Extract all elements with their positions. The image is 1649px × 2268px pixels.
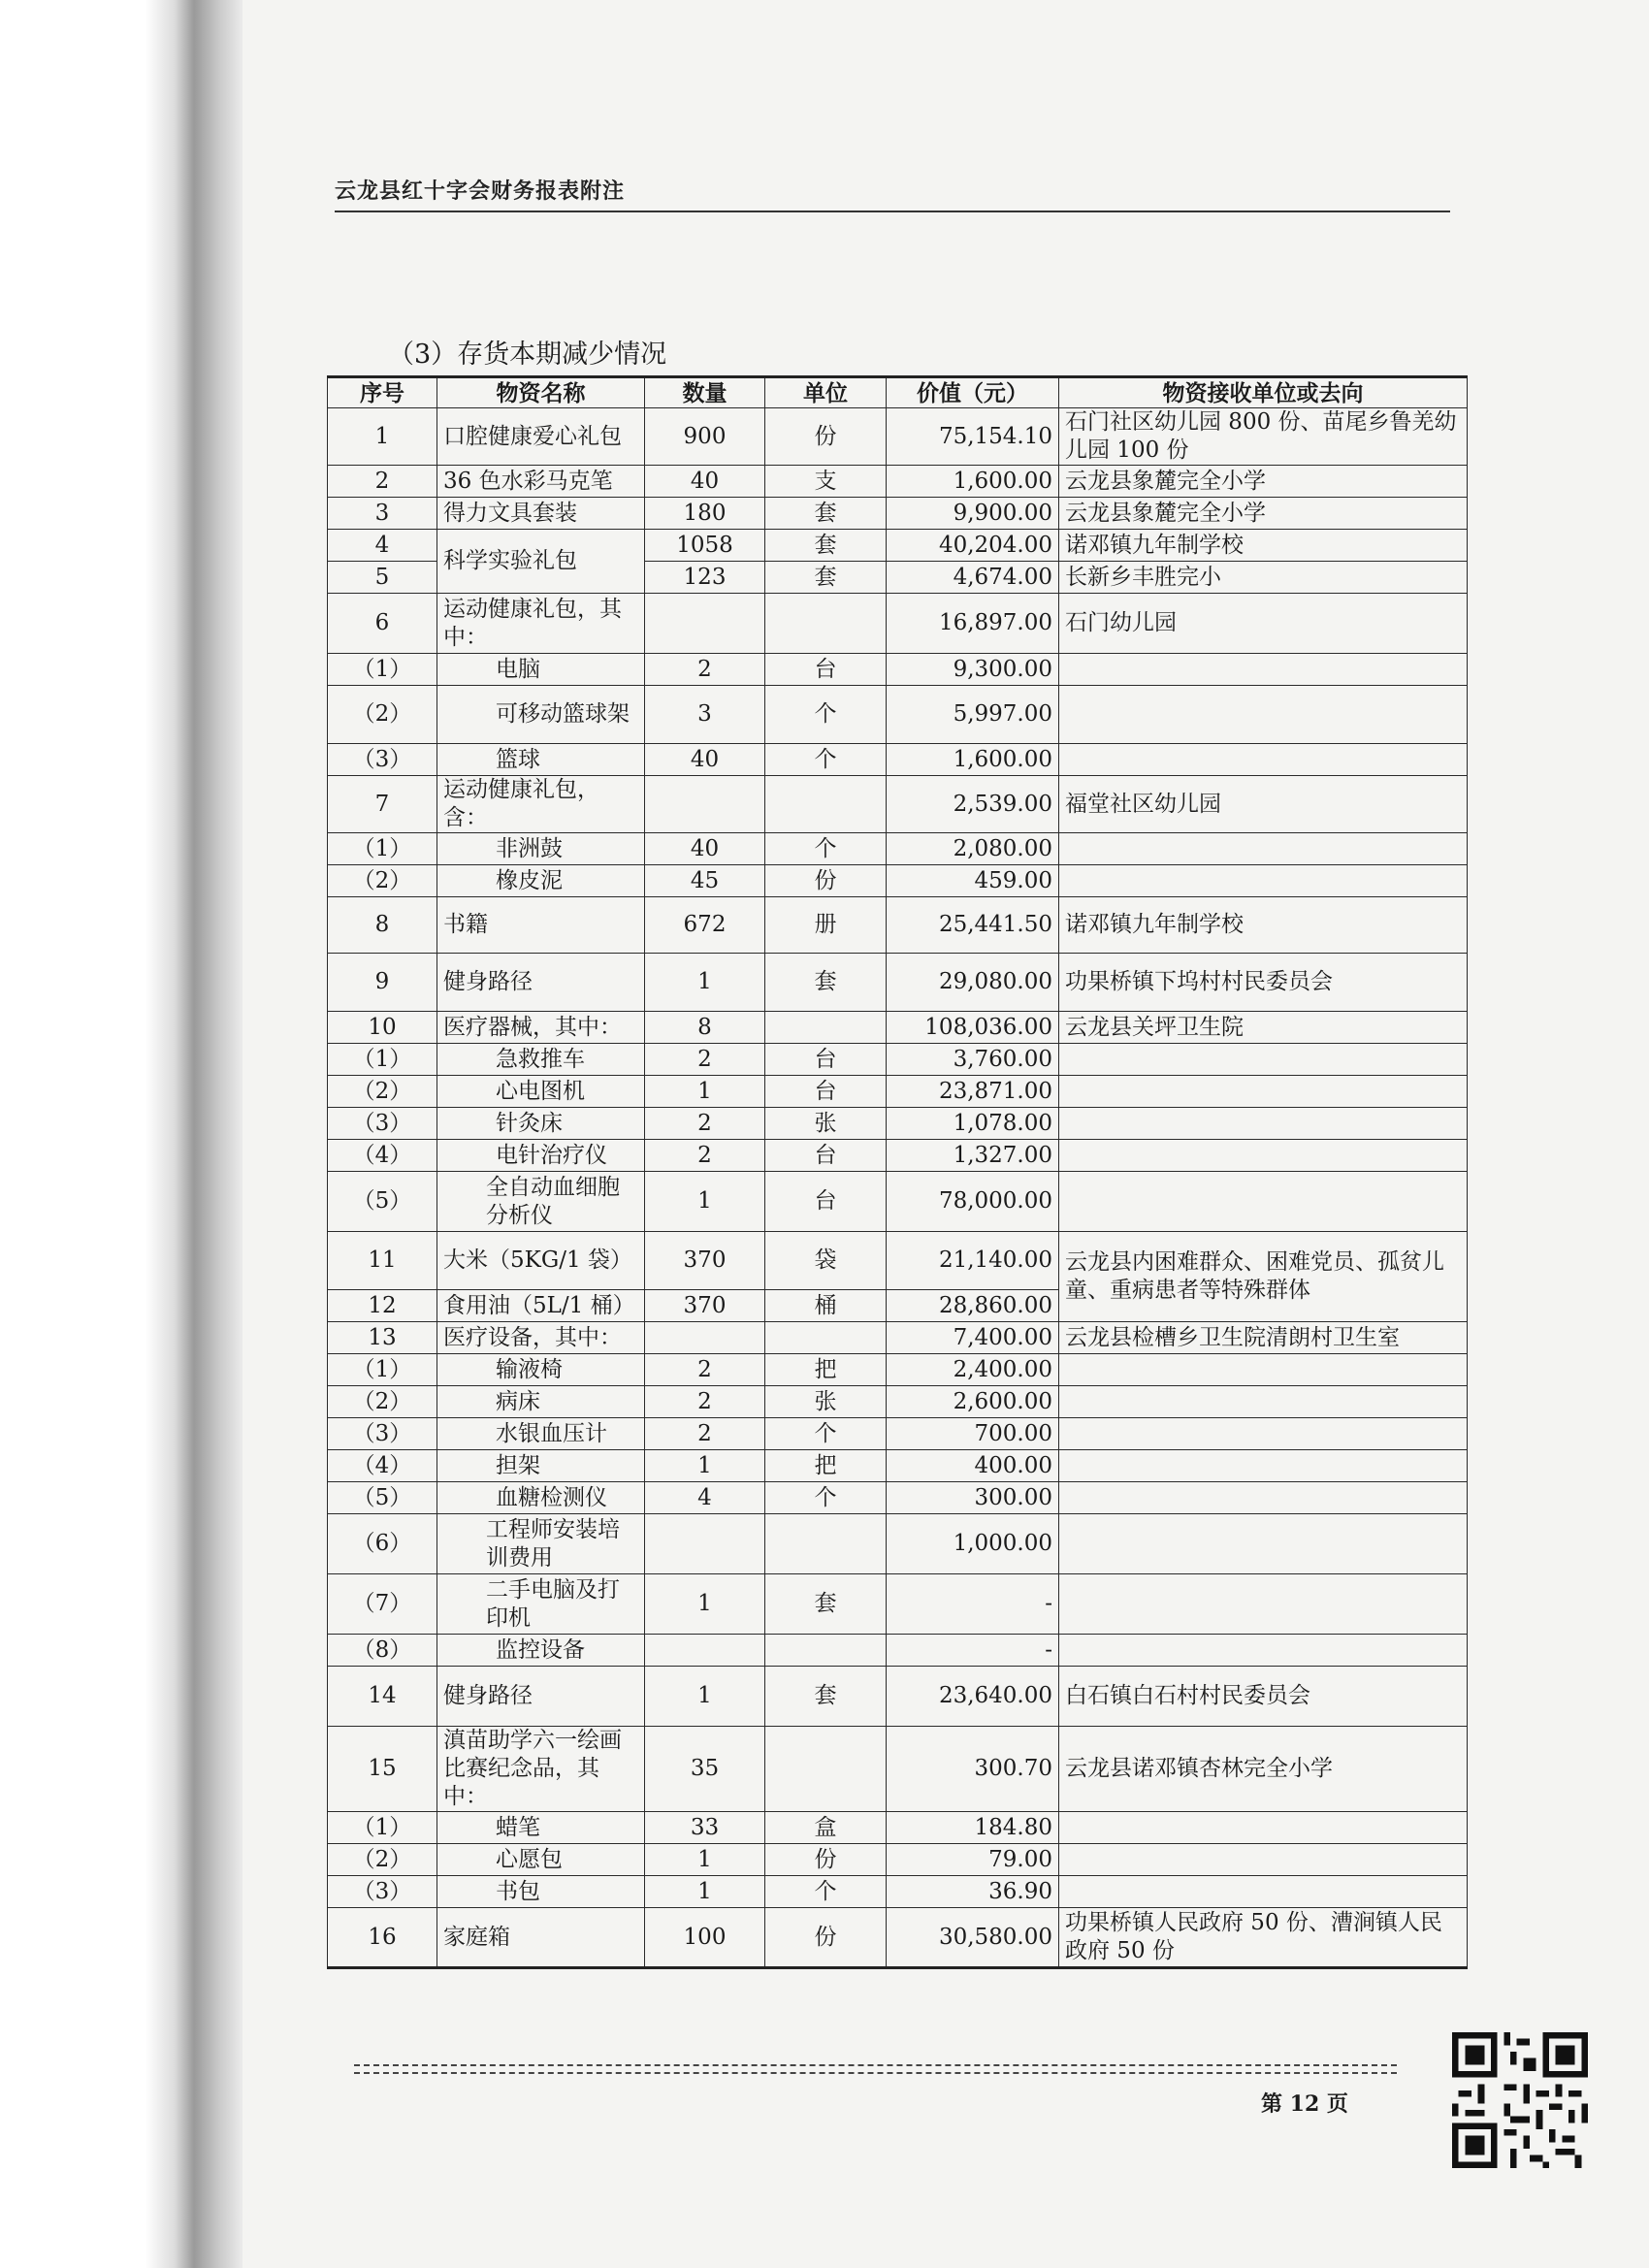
cell-name: 电脑 bbox=[437, 654, 645, 686]
cell-seq: 2 bbox=[328, 466, 437, 498]
cell-seq: 14 bbox=[328, 1667, 437, 1727]
cell-value: 9,300.00 bbox=[887, 654, 1059, 686]
cell-recipient: 石门幼儿园 bbox=[1059, 594, 1468, 654]
report-header-title: 云龙县红十字会财务报表附注 bbox=[335, 178, 626, 204]
table-row bbox=[328, 1482, 1468, 1514]
cell-name: 滇苗助学六一绘画比赛纪念品，其中： bbox=[437, 1727, 645, 1812]
cell-recipient: 诺邓镇九年制学校 bbox=[1059, 897, 1468, 954]
table-row bbox=[328, 498, 1468, 530]
page-number: 第 12 页 bbox=[1261, 2091, 1348, 2117]
cell-name: 全自动血细胞分析仪 bbox=[437, 1172, 645, 1232]
cell-value: 7,400.00 bbox=[887, 1322, 1059, 1354]
cell-qty: 40 bbox=[645, 744, 765, 776]
cell-seq: 15 bbox=[328, 1727, 437, 1812]
cell-recipient bbox=[1059, 833, 1468, 865]
cell-recipient bbox=[1059, 1876, 1468, 1908]
cell-name: 运动健康礼包，含： bbox=[437, 776, 645, 833]
footer-divider bbox=[354, 2064, 1397, 2066]
cell-seq: （2） bbox=[328, 1844, 437, 1876]
cell-qty: 370 bbox=[645, 1290, 765, 1322]
cell-seq: （4） bbox=[328, 1140, 437, 1172]
cell-recipient: 功果桥镇人民政府 50 份、漕涧镇人民政府 50 份 bbox=[1059, 1908, 1468, 1968]
footer-divider bbox=[354, 2072, 1397, 2074]
cell-name: 输液椅 bbox=[437, 1354, 645, 1386]
cell-name: 电针治疗仪 bbox=[437, 1140, 645, 1172]
cell-name: 蜡笔 bbox=[437, 1812, 645, 1844]
cell-recipient bbox=[1059, 865, 1468, 897]
cell-unit: 个 bbox=[765, 686, 887, 744]
cell-name: 病床 bbox=[437, 1386, 645, 1418]
table-row bbox=[328, 954, 1468, 1012]
cell-qty bbox=[645, 776, 765, 833]
table-row bbox=[328, 408, 1468, 466]
cell-recipient bbox=[1059, 744, 1468, 776]
cell-qty: 1 bbox=[645, 1876, 765, 1908]
cell-name: 橡皮泥 bbox=[437, 865, 645, 897]
cell-name: 针灸床 bbox=[437, 1108, 645, 1140]
cell-qty: 2 bbox=[645, 1354, 765, 1386]
cell-recipient bbox=[1059, 1450, 1468, 1482]
cell-name: 科学实验礼包 bbox=[437, 530, 645, 594]
cell-unit: 把 bbox=[765, 1354, 887, 1386]
cell-name: 血糖检测仪 bbox=[437, 1482, 645, 1514]
cell-unit: 个 bbox=[765, 1876, 887, 1908]
cell-name: 口腔健康爱心礼包 bbox=[437, 408, 645, 466]
cell-seq: （5） bbox=[328, 1172, 437, 1232]
cell-recipient bbox=[1059, 1418, 1468, 1450]
cell-value: 21,140.00 bbox=[887, 1232, 1059, 1290]
cell-unit bbox=[765, 594, 887, 654]
cell-qty: 3 bbox=[645, 686, 765, 744]
header-unit: 单位 bbox=[765, 377, 887, 408]
cell-qty: 8 bbox=[645, 1012, 765, 1044]
cell-qty: 1 bbox=[645, 1172, 765, 1232]
cell-value: 5,997.00 bbox=[887, 686, 1059, 744]
cell-recipient bbox=[1059, 1844, 1468, 1876]
cell-unit: 套 bbox=[765, 1667, 887, 1727]
cell-name: 健身路径 bbox=[437, 1667, 645, 1727]
cell-seq: （1） bbox=[328, 1354, 437, 1386]
cell-value: 16,897.00 bbox=[887, 594, 1059, 654]
cell-recipient: 白石镇白石村村民委员会 bbox=[1059, 1667, 1468, 1727]
cell-name: 36 色水彩马克笔 bbox=[437, 466, 645, 498]
cell-unit: 套 bbox=[765, 954, 887, 1012]
cell-unit: 台 bbox=[765, 1172, 887, 1232]
cell-unit: 份 bbox=[765, 1844, 887, 1876]
cell-seq: （8） bbox=[328, 1635, 437, 1667]
table-row bbox=[328, 1812, 1468, 1844]
cell-seq: 12 bbox=[328, 1290, 437, 1322]
cell-name: 健身路径 bbox=[437, 954, 645, 1012]
cell-recipient: 云龙县关坪卫生院 bbox=[1059, 1012, 1468, 1044]
cell-unit: 份 bbox=[765, 408, 887, 466]
cell-value: 2,600.00 bbox=[887, 1386, 1059, 1418]
table-row bbox=[328, 1450, 1468, 1482]
cell-recipient bbox=[1059, 1172, 1468, 1232]
cell-value: 29,080.00 bbox=[887, 954, 1059, 1012]
cell-recipient: 石门社区幼儿园 800 份、苗尾乡鲁羌幼儿园 100 份 bbox=[1059, 408, 1468, 466]
cell-qty: 2 bbox=[645, 1418, 765, 1450]
cell-unit: 台 bbox=[765, 1044, 887, 1076]
qr-code-icon bbox=[1452, 2032, 1588, 2168]
cell-unit bbox=[765, 1322, 887, 1354]
cell-unit: 套 bbox=[765, 498, 887, 530]
cell-qty bbox=[645, 1514, 765, 1574]
cell-unit: 套 bbox=[765, 562, 887, 594]
table-row bbox=[328, 1108, 1468, 1140]
cell-recipient bbox=[1059, 1076, 1468, 1108]
table-row bbox=[328, 530, 1468, 562]
cell-qty: 35 bbox=[645, 1727, 765, 1812]
cell-qty: 2 bbox=[645, 1386, 765, 1418]
cell-recipient bbox=[1059, 1386, 1468, 1418]
cell-recipient bbox=[1059, 1044, 1468, 1076]
cell-seq: 1 bbox=[328, 408, 437, 466]
cell-qty: 2 bbox=[645, 1108, 765, 1140]
cell-qty bbox=[645, 1635, 765, 1667]
cell-recipient bbox=[1059, 1108, 1468, 1140]
cell-value: - bbox=[887, 1635, 1059, 1667]
cell-value: 36.90 bbox=[887, 1876, 1059, 1908]
cell-name: 书籍 bbox=[437, 897, 645, 954]
cell-unit: 把 bbox=[765, 1450, 887, 1482]
cell-name: 二手电脑及打印机 bbox=[437, 1574, 645, 1635]
cell-unit: 袋 bbox=[765, 1232, 887, 1290]
cell-seq: 3 bbox=[328, 498, 437, 530]
cell-value: 108,036.00 bbox=[887, 1012, 1059, 1044]
cell-unit: 个 bbox=[765, 1418, 887, 1450]
table-row bbox=[328, 1322, 1468, 1354]
table-row bbox=[328, 1386, 1468, 1418]
cell-value: 459.00 bbox=[887, 865, 1059, 897]
cell-name: 工程师安装培训费用 bbox=[437, 1514, 645, 1574]
cell-qty: 1 bbox=[645, 1844, 765, 1876]
cell-value: 40,204.00 bbox=[887, 530, 1059, 562]
scan-binding-shadow bbox=[0, 0, 242, 2268]
cell-name: 监控设备 bbox=[437, 1635, 645, 1667]
table-row bbox=[328, 1727, 1468, 1812]
cell-name: 运动健康礼包，其中： bbox=[437, 594, 645, 654]
cell-qty: 672 bbox=[645, 897, 765, 954]
cell-value: 78,000.00 bbox=[887, 1172, 1059, 1232]
cell-seq: （4） bbox=[328, 1450, 437, 1482]
table-row bbox=[328, 1574, 1468, 1635]
cell-seq: 10 bbox=[328, 1012, 437, 1044]
cell-seq: （1） bbox=[328, 1044, 437, 1076]
cell-seq: （1） bbox=[328, 654, 437, 686]
table-row bbox=[328, 1635, 1468, 1667]
cell-qty: 1058 bbox=[645, 530, 765, 562]
cell-seq: （2） bbox=[328, 1386, 437, 1418]
cell-value: 300.00 bbox=[887, 1482, 1059, 1514]
cell-qty: 2 bbox=[645, 654, 765, 686]
cell-seq: （1） bbox=[328, 1812, 437, 1844]
table-header-row bbox=[328, 377, 1468, 408]
cell-name: 大米（5KG/1 袋） bbox=[437, 1232, 645, 1290]
cell-value: 28,860.00 bbox=[887, 1290, 1059, 1322]
cell-name: 心愿包 bbox=[437, 1844, 645, 1876]
cell-unit bbox=[765, 1012, 887, 1044]
cell-unit bbox=[765, 1727, 887, 1812]
table-row bbox=[328, 897, 1468, 954]
table-row bbox=[328, 776, 1468, 833]
cell-recipient: 长新乡丰胜完小 bbox=[1059, 562, 1468, 594]
cell-seq: 5 bbox=[328, 562, 437, 594]
cell-recipient bbox=[1059, 1514, 1468, 1574]
table-row bbox=[328, 1044, 1468, 1076]
cell-seq: （2） bbox=[328, 686, 437, 744]
table-row bbox=[328, 1667, 1468, 1727]
cell-qty bbox=[645, 594, 765, 654]
cell-value: 1,600.00 bbox=[887, 466, 1059, 498]
cell-seq: 13 bbox=[328, 1322, 437, 1354]
table-row bbox=[328, 654, 1468, 686]
table-row bbox=[328, 1172, 1468, 1232]
cell-qty: 370 bbox=[645, 1232, 765, 1290]
cell-unit: 个 bbox=[765, 833, 887, 865]
inventory-decrease-table bbox=[327, 375, 1468, 1969]
cell-seq: 4 bbox=[328, 530, 437, 562]
cell-qty: 1 bbox=[645, 1450, 765, 1482]
table-row bbox=[328, 833, 1468, 865]
cell-recipient bbox=[1059, 1140, 1468, 1172]
cell-unit: 册 bbox=[765, 897, 887, 954]
cell-name: 书包 bbox=[437, 1876, 645, 1908]
cell-name: 急救推车 bbox=[437, 1044, 645, 1076]
cell-recipient: 诺邓镇九年制学校 bbox=[1059, 530, 1468, 562]
cell-seq: 8 bbox=[328, 897, 437, 954]
cell-value: 25,441.50 bbox=[887, 897, 1059, 954]
cell-seq: （2） bbox=[328, 865, 437, 897]
cell-value: 700.00 bbox=[887, 1418, 1059, 1450]
cell-name: 水银血压计 bbox=[437, 1418, 645, 1450]
table-row bbox=[328, 1354, 1468, 1386]
table-row bbox=[328, 1418, 1468, 1450]
cell-seq: （3） bbox=[328, 1418, 437, 1450]
cell-name: 可移动篮球架 bbox=[437, 686, 645, 744]
cell-qty bbox=[645, 1322, 765, 1354]
cell-qty: 1 bbox=[645, 1574, 765, 1635]
cell-value: 23,871.00 bbox=[887, 1076, 1059, 1108]
table-row bbox=[328, 1514, 1468, 1574]
cell-value: 184.80 bbox=[887, 1812, 1059, 1844]
cell-recipient bbox=[1059, 1812, 1468, 1844]
cell-name: 担架 bbox=[437, 1450, 645, 1482]
cell-recipient: 云龙县检槽乡卫生院清朗村卫生室 bbox=[1059, 1322, 1468, 1354]
cell-seq: 7 bbox=[328, 776, 437, 833]
cell-value: 1,078.00 bbox=[887, 1108, 1059, 1140]
cell-seq: 11 bbox=[328, 1232, 437, 1290]
table-row bbox=[328, 1876, 1468, 1908]
cell-value: 2,080.00 bbox=[887, 833, 1059, 865]
cell-recipient: 云龙县象麓完全小学 bbox=[1059, 466, 1468, 498]
cell-unit: 份 bbox=[765, 865, 887, 897]
table-row bbox=[328, 865, 1468, 897]
cell-unit: 套 bbox=[765, 530, 887, 562]
table-row bbox=[328, 1844, 1468, 1876]
cell-qty: 123 bbox=[645, 562, 765, 594]
cell-qty: 1 bbox=[645, 1076, 765, 1108]
table-row bbox=[328, 1012, 1468, 1044]
cell-value: 1,000.00 bbox=[887, 1514, 1059, 1574]
cell-name: 篮球 bbox=[437, 744, 645, 776]
cell-qty: 40 bbox=[645, 833, 765, 865]
table-row bbox=[328, 744, 1468, 776]
cell-value: 300.70 bbox=[887, 1727, 1059, 1812]
cell-unit: 张 bbox=[765, 1108, 887, 1140]
cell-seq: （3） bbox=[328, 1876, 437, 1908]
cell-value: 2,539.00 bbox=[887, 776, 1059, 833]
cell-qty: 900 bbox=[645, 408, 765, 466]
cell-unit: 个 bbox=[765, 744, 887, 776]
table-row bbox=[328, 594, 1468, 654]
cell-recipient bbox=[1059, 654, 1468, 686]
cell-qty: 180 bbox=[645, 498, 765, 530]
cell-unit bbox=[765, 1635, 887, 1667]
cell-qty: 2 bbox=[645, 1140, 765, 1172]
cell-unit: 个 bbox=[765, 1482, 887, 1514]
cell-seq: （6） bbox=[328, 1514, 437, 1574]
cell-value: 1,327.00 bbox=[887, 1140, 1059, 1172]
cell-seq: 6 bbox=[328, 594, 437, 654]
header-divider bbox=[335, 211, 1450, 212]
cell-value: 2,400.00 bbox=[887, 1354, 1059, 1386]
cell-seq: （7） bbox=[328, 1574, 437, 1635]
table-row bbox=[328, 686, 1468, 744]
table-row bbox=[328, 1908, 1468, 1968]
cell-value: 30,580.00 bbox=[887, 1908, 1059, 1968]
cell-value: - bbox=[887, 1574, 1059, 1635]
cell-value: 1,600.00 bbox=[887, 744, 1059, 776]
cell-name: 家庭箱 bbox=[437, 1908, 645, 1968]
cell-qty: 1 bbox=[645, 1667, 765, 1727]
cell-seq: （5） bbox=[328, 1482, 437, 1514]
cell-value: 79.00 bbox=[887, 1844, 1059, 1876]
cell-recipient: 云龙县诺邓镇杏林完全小学 bbox=[1059, 1727, 1468, 1812]
cell-name: 食用油（5L/1 桶） bbox=[437, 1290, 645, 1322]
header-seq: 序号 bbox=[328, 377, 437, 408]
cell-seq: （3） bbox=[328, 1108, 437, 1140]
cell-unit bbox=[765, 776, 887, 833]
cell-recipient: 云龙县象麓完全小学 bbox=[1059, 498, 1468, 530]
cell-value: 23,640.00 bbox=[887, 1667, 1059, 1727]
cell-unit: 盒 bbox=[765, 1812, 887, 1844]
cell-name: 得力文具套装 bbox=[437, 498, 645, 530]
cell-unit: 台 bbox=[765, 1140, 887, 1172]
cell-recipient bbox=[1059, 1482, 1468, 1514]
header-recipient: 物资接收单位或去向 bbox=[1059, 377, 1468, 408]
cell-qty: 1 bbox=[645, 954, 765, 1012]
cell-unit bbox=[765, 1514, 887, 1574]
cell-recipient bbox=[1059, 1354, 1468, 1386]
cell-unit: 支 bbox=[765, 466, 887, 498]
cell-qty: 100 bbox=[645, 1908, 765, 1968]
section-title: （3）存货本期减少情况 bbox=[388, 340, 667, 370]
header-name: 物资名称 bbox=[437, 377, 645, 408]
cell-unit: 桶 bbox=[765, 1290, 887, 1322]
table-row bbox=[328, 1076, 1468, 1108]
cell-recipient: 功果桥镇下坞村村民委员会 bbox=[1059, 954, 1468, 1012]
table-row bbox=[328, 466, 1468, 498]
cell-value: 4,674.00 bbox=[887, 562, 1059, 594]
cell-recipient bbox=[1059, 1574, 1468, 1635]
cell-value: 75,154.10 bbox=[887, 408, 1059, 466]
cell-unit: 台 bbox=[765, 1076, 887, 1108]
cell-seq: （1） bbox=[328, 833, 437, 865]
cell-value: 400.00 bbox=[887, 1450, 1059, 1482]
cell-seq: 9 bbox=[328, 954, 437, 1012]
cell-value: 3,760.00 bbox=[887, 1044, 1059, 1076]
cell-qty: 4 bbox=[645, 1482, 765, 1514]
cell-recipient bbox=[1059, 1635, 1468, 1667]
cell-name: 医疗设备，其中： bbox=[437, 1322, 645, 1354]
table-row bbox=[328, 1140, 1468, 1172]
cell-qty: 33 bbox=[645, 1812, 765, 1844]
header-qty: 数量 bbox=[645, 377, 765, 408]
cell-value: 9,900.00 bbox=[887, 498, 1059, 530]
cell-unit: 张 bbox=[765, 1386, 887, 1418]
cell-qty: 45 bbox=[645, 865, 765, 897]
cell-name: 心电图机 bbox=[437, 1076, 645, 1108]
cell-qty: 2 bbox=[645, 1044, 765, 1076]
cell-unit: 台 bbox=[765, 654, 887, 686]
table-row bbox=[328, 1232, 1468, 1290]
cell-unit: 份 bbox=[765, 1908, 887, 1968]
cell-qty: 40 bbox=[645, 466, 765, 498]
cell-seq: 16 bbox=[328, 1908, 437, 1968]
cell-recipient: 云龙县内困难群众、困难党员、孤贫儿童、重病患者等特殊群体 bbox=[1059, 1232, 1468, 1322]
cell-seq: （3） bbox=[328, 744, 437, 776]
cell-name: 非洲鼓 bbox=[437, 833, 645, 865]
header-value: 价值（元） bbox=[887, 377, 1059, 408]
cell-seq: （2） bbox=[328, 1076, 437, 1108]
cell-unit: 套 bbox=[765, 1574, 887, 1635]
cell-recipient bbox=[1059, 686, 1468, 744]
cell-name: 医疗器械，其中： bbox=[437, 1012, 645, 1044]
cell-recipient: 福堂社区幼儿园 bbox=[1059, 776, 1468, 833]
